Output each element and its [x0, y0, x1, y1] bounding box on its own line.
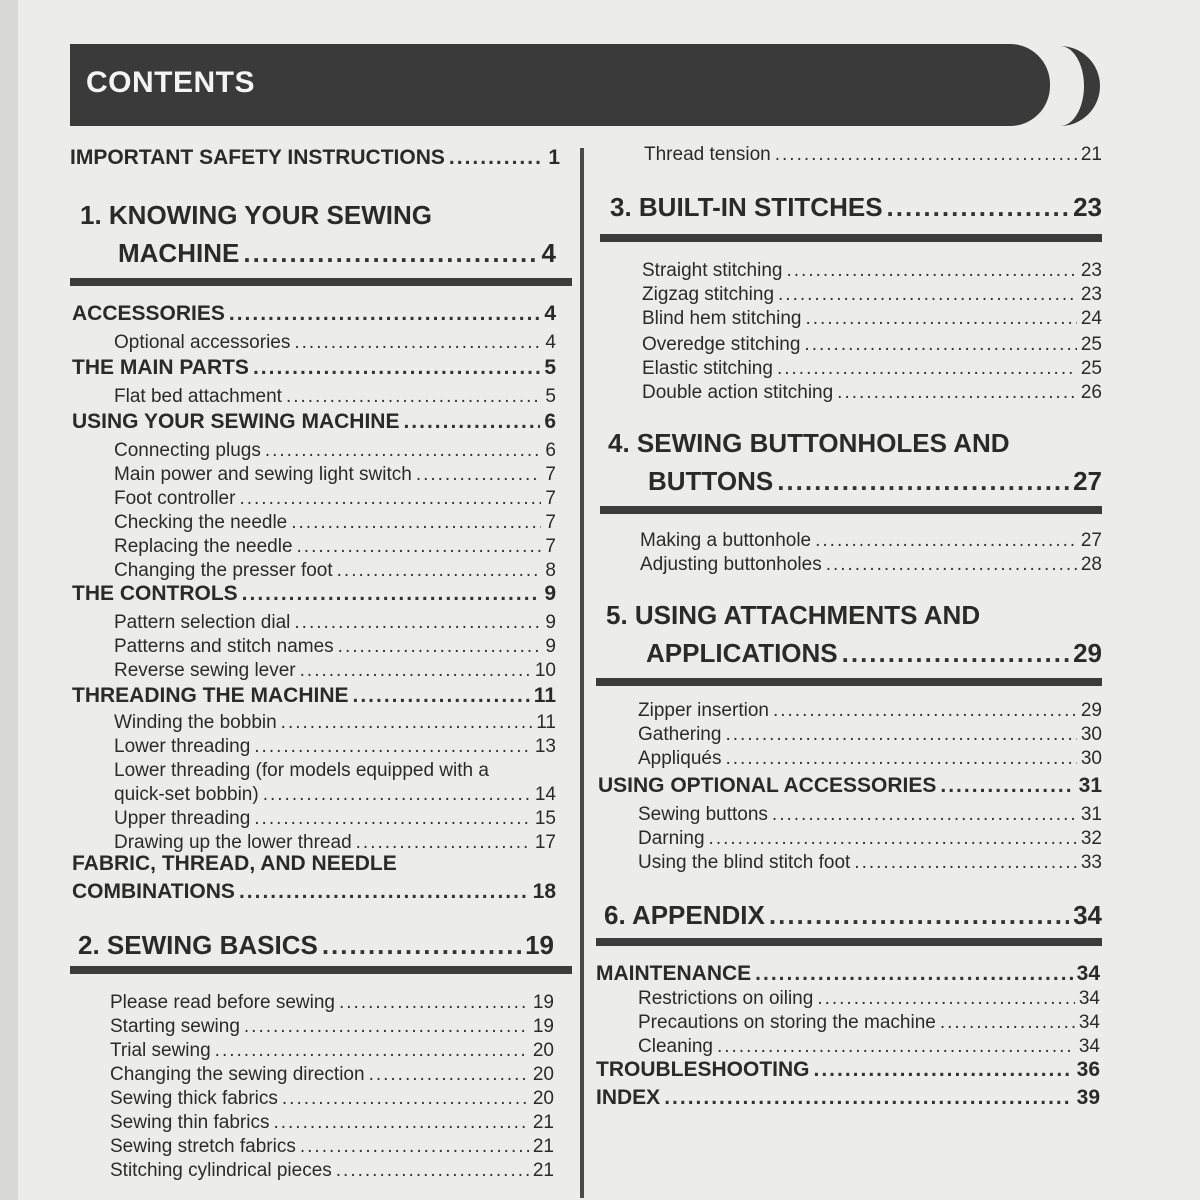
toc-entry-main-power[interactable]: Main power and sewing light switch ..... 7 — [114, 464, 556, 486]
toc-entry-using-machine[interactable]: USING YOUR SEWING MACHINE ..... 6 — [72, 410, 556, 434]
toc-entry-reverse-lever[interactable]: Reverse sewing lever ..... 10 — [114, 660, 556, 682]
toc-entry-replacing-needle[interactable]: Replacing the needle ..... 7 — [114, 536, 556, 558]
toc-chapter-5[interactable]: APPLICATIONS ..... 29 — [646, 638, 1102, 669]
toc-entry-troubleshooting[interactable]: TROUBLESHOOTING ..... 36 — [596, 1058, 1100, 1082]
chapter-1-rule — [70, 278, 572, 286]
chapter-2-rule — [70, 966, 572, 974]
toc-entry-winding-bobbin[interactable]: Winding the bobbin ..... 11 — [114, 712, 556, 734]
toc-entry-fabric-line1: FABRIC, THREAD, AND NEEDLE — [72, 852, 397, 875]
toc-entry-direction[interactable]: Changing the sewing direction ..... 20 — [110, 1064, 554, 1086]
toc-entry-checking-needle[interactable]: Checking the needle ..... 7 — [114, 512, 556, 534]
toc-entry-safety[interactable]: IMPORTANT SAFETY INSTRUCTIONS ..... 1 — [70, 146, 560, 170]
toc-entry-oiling[interactable]: Restrictions on oiling ..... 34 — [638, 988, 1100, 1010]
chapter-4-rule — [600, 506, 1102, 514]
toc-entry-accessories[interactable]: ACCESSORIES ..... 4 — [72, 302, 556, 326]
toc-entry-appliques[interactable]: Appliqués ..... 30 — [638, 748, 1102, 770]
toc-entry-cleaning[interactable]: Cleaning ..... 34 — [638, 1036, 1100, 1058]
toc-entry-optional-accessories[interactable]: Optional accessories ..... 4 — [114, 332, 556, 354]
toc-entry-cylindrical[interactable]: Stitching cylindrical pieces ..... 21 — [110, 1160, 554, 1182]
toc-entry-threading[interactable]: THREADING THE MACHINE ..... 11 — [72, 684, 556, 708]
toc-entry-starting[interactable]: Starting sewing ..... 19 — [110, 1016, 554, 1038]
toc-chapter-3[interactable]: 3. BUILT-IN STITCHES ..... 23 — [610, 192, 1102, 223]
toc-entry-blind-foot[interactable]: Using the blind stitch foot ..... 33 — [638, 852, 1102, 874]
toc-entry-upper-threading[interactable]: Upper threading ..... 15 — [114, 808, 556, 830]
toc-entry-maintenance[interactable]: MAINTENANCE ..... 34 — [596, 962, 1100, 986]
chapter-6-rule — [596, 938, 1102, 946]
toc-entry-adjusting-buttonholes[interactable]: Adjusting buttonholes ..... 28 — [640, 554, 1102, 576]
toc-chapter-1[interactable]: MACHINE ..... 4 — [118, 238, 556, 269]
toc-entry-foot-controller[interactable]: Foot controller ..... 7 — [114, 488, 556, 510]
toc-entry-fabric[interactable]: COMBINATIONS ..... 18 — [72, 880, 556, 904]
toc-entry-pattern-names[interactable]: Patterns and stitch names ..... 9 — [114, 636, 556, 658]
toc-entry-controls[interactable]: THE CONTROLS ..... 9 — [72, 582, 556, 606]
toc-entry-zigzag[interactable]: Zigzag stitching ..... 23 — [642, 284, 1102, 306]
toc-entry-storing[interactable]: Precautions on storing the machine ..... 34 — [638, 1012, 1100, 1034]
toc-entry-making-buttonhole[interactable]: Making a buttonhole ..... 27 — [640, 530, 1102, 552]
toc-entry-double-action[interactable]: Double action stitching ..... 26 — [642, 382, 1102, 404]
toc-entry-thin[interactable]: Sewing thin fabrics ..... 21 — [110, 1112, 554, 1134]
toc-entry-connecting-plugs[interactable]: Connecting plugs ..... 6 — [114, 440, 556, 462]
chapter-5-title-line1: 5. USING ATTACHMENTS AND — [606, 600, 981, 630]
toc-entry-drawing-lower[interactable]: Drawing up the lower thread ..... 17 — [114, 832, 556, 854]
toc-entry-darning[interactable]: Darning ..... 32 — [638, 828, 1102, 850]
toc-entry-straight[interactable]: Straight stitching ..... 23 — [642, 260, 1102, 282]
toc-chapter-6[interactable]: 6. APPENDIX ..... 34 — [604, 900, 1102, 931]
page-title: CONTENTS — [86, 66, 255, 99]
toc-entry-please-read[interactable]: Please read before sewing ..... 19 — [110, 992, 554, 1014]
toc-entry-stretch[interactable]: Sewing stretch fabrics ..... 21 — [110, 1136, 554, 1158]
toc-entry-lower-threading[interactable]: Lower threading ..... 13 — [114, 736, 556, 758]
toc-chapter-2[interactable]: 2. SEWING BASICS ..... 19 — [78, 930, 554, 961]
toc-entry-thread-tension[interactable]: Thread tension ..... 21 — [644, 144, 1102, 166]
toc-entry-presser-foot[interactable]: Changing the presser foot ..... 8 — [114, 560, 556, 582]
toc-entry-pattern-dial[interactable]: Pattern selection dial ..... 9 — [114, 612, 556, 634]
toc-entry-flat-bed[interactable]: Flat bed attachment ..... 5 — [114, 386, 556, 408]
toc-entry-thick[interactable]: Sewing thick fabrics ..... 20 — [110, 1088, 554, 1110]
toc-entry-lower-quickset[interactable]: quick-set bobbin) ..... 14 — [114, 784, 556, 806]
column-divider — [580, 148, 584, 1198]
chapter-3-rule — [600, 234, 1102, 242]
toc-entry-gathering[interactable]: Gathering ..... 30 — [638, 724, 1102, 746]
toc-chapter-4[interactable]: BUTTONS ..... 27 — [648, 466, 1102, 497]
toc-entry-zipper[interactable]: Zipper insertion ..... 29 — [638, 700, 1102, 722]
toc-entry-main-parts[interactable]: THE MAIN PARTS ..... 5 — [72, 356, 556, 380]
toc-entry-overedge[interactable]: Overedge stitching ..... 25 — [642, 334, 1102, 356]
toc-entry-lower-quickset-line1: Lower threading (for models equipped with a — [114, 760, 489, 781]
toc-entry-trial[interactable]: Trial sewing ..... 20 — [110, 1040, 554, 1062]
toc-entry-optional-accessories-section[interactable]: USING OPTIONAL ACCESSORIES ..... 31 — [598, 774, 1102, 798]
chapter-5-rule — [596, 678, 1102, 686]
toc-entry-blind-hem[interactable]: Blind hem stitching ..... 24 — [642, 308, 1102, 330]
chapter-4-title-line1: 4. SEWING BUTTONHOLES AND — [608, 428, 1010, 458]
toc-entry-elastic[interactable]: Elastic stitching ..... 25 — [642, 358, 1102, 380]
toc-entry-sewing-buttons[interactable]: Sewing buttons ..... 31 — [638, 804, 1102, 826]
toc-entry-index[interactable]: INDEX ..... 39 — [596, 1086, 1100, 1110]
chapter-1-title-line1: 1. KNOWING YOUR SEWING — [80, 200, 432, 230]
